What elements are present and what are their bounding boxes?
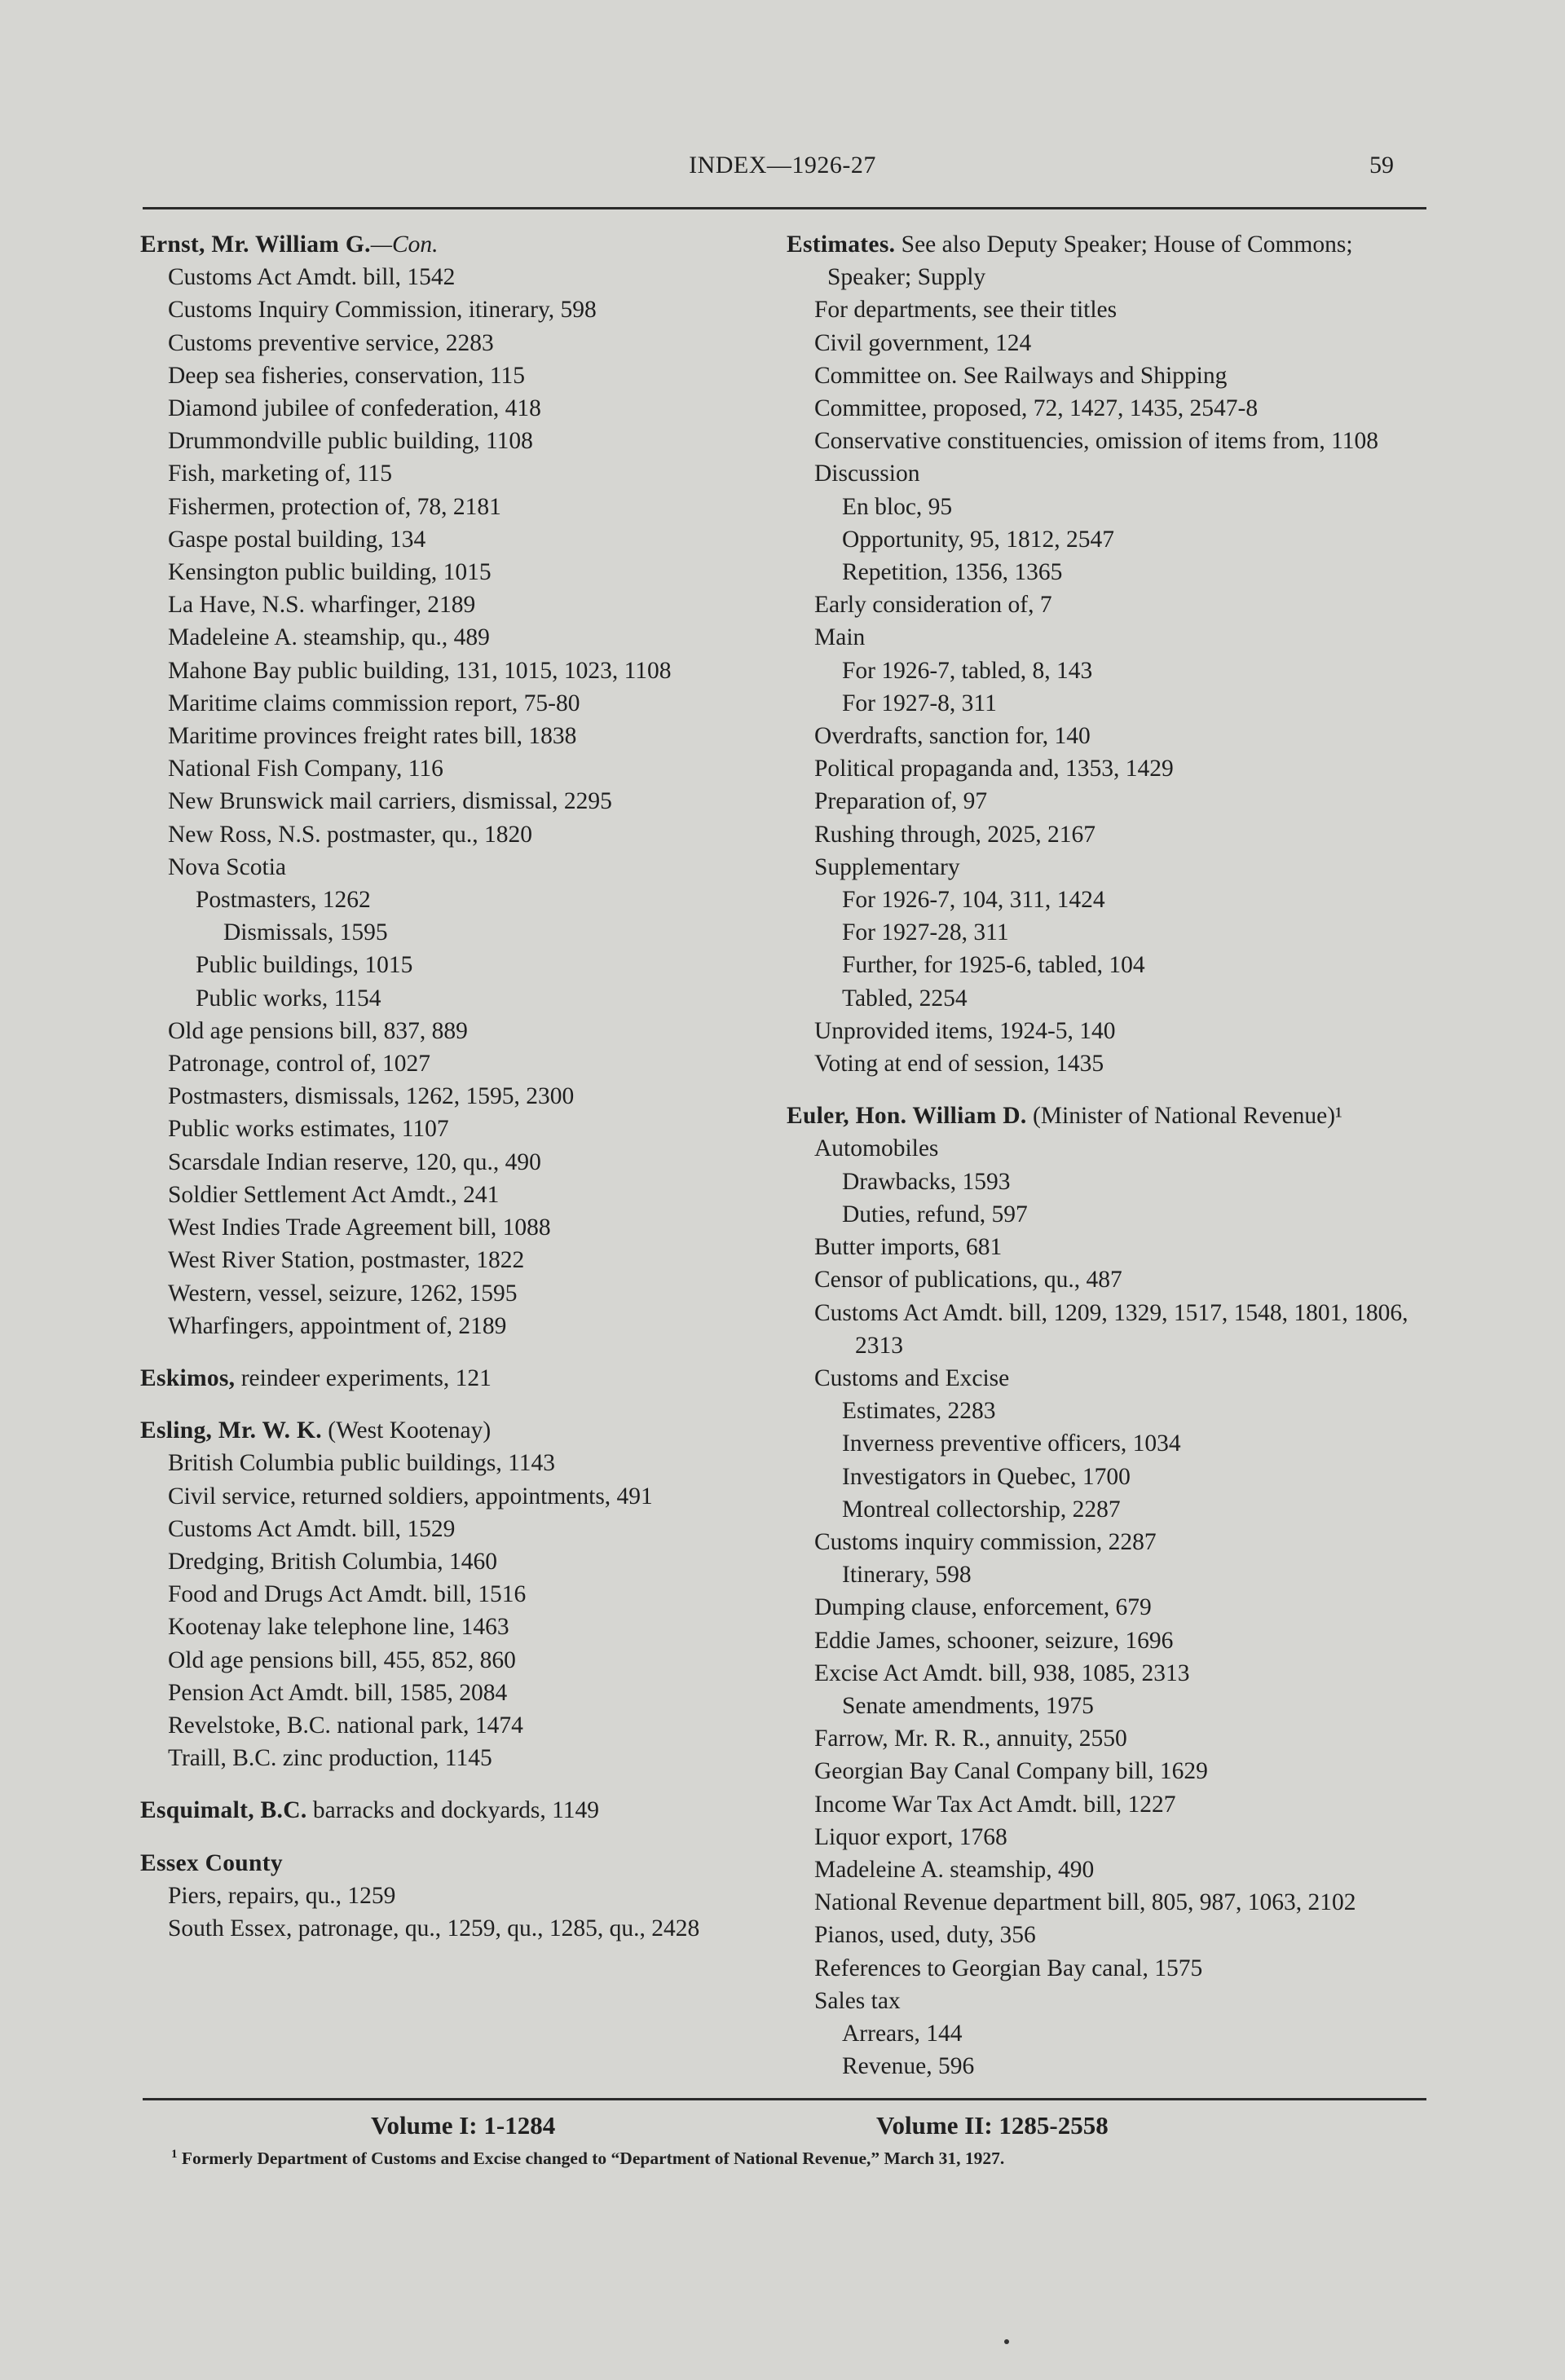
subentry: National Fish Company, 116 <box>168 756 443 782</box>
subentry: Arrears, 144 <box>842 2020 963 2047</box>
entry-heading-name: Esling, Mr. W. K. <box>140 1417 322 1444</box>
subentry: Madeleine A. steamship, 490 <box>814 1856 1095 1883</box>
subentry: Old age pensions bill, 455, 852, 860 <box>168 1646 516 1673</box>
page-title: INDEX—1926-27 <box>689 152 876 178</box>
subentry: West Indies Trade Agreement bill, 1088 <box>168 1214 551 1241</box>
subentry: Pension Act Amdt. bill, 1585, 2084 <box>168 1679 508 1706</box>
subentry: Preparation of, 97 <box>814 788 988 815</box>
subentry: National Revenue department bill, 805, 987, 1063, 2102 <box>814 1889 1356 1916</box>
subentry: Gaspe postal building, 134 <box>168 526 426 553</box>
entry-heading <box>140 1414 784 1447</box>
subentry: Georgian Bay Canal Company bill, 1629 <box>814 1758 1208 1785</box>
index-entry <box>140 1414 784 1774</box>
subentry: Revenue, 596 <box>842 2053 975 2080</box>
subentry: Committee on. See Railways and Shipping <box>814 362 1228 389</box>
subentry: Kootenay lake telephone line, 1463 <box>168 1614 509 1641</box>
subentry: Kensington public building, 1015 <box>168 559 492 586</box>
subentry: Scarsdale Indian reserve, 120, qu., 490 <box>168 1148 541 1175</box>
subentry: Eddie James, schooner, seizure, 1696 <box>814 1627 1174 1654</box>
subentry: Duties, refund, 597 <box>842 1201 1028 1227</box>
entry-heading-detail: —Con. <box>370 231 439 258</box>
subentry: Public works, 1154 <box>196 985 381 1012</box>
index-entry <box>140 228 784 1342</box>
entry-heading-name: Esquimalt, B.C. <box>140 1797 307 1824</box>
header-rule <box>143 207 1426 209</box>
subentry: Deep sea fisheries, conservation, 115 <box>168 362 525 389</box>
running-head <box>0 152 1565 192</box>
subentry: South Essex, patronage, qu., 1259, qu., 1285, qu., 2428 <box>168 1915 700 1941</box>
subentry: Montreal collectorship, 2287 <box>842 1496 1121 1523</box>
subentry: Old age pensions bill, 837, 889 <box>168 1017 468 1044</box>
entry-heading <box>787 1100 1431 1132</box>
footnote-text: Formerly Department of Customs and Excise changed to “Department of National Revenue,” March 31, 1927. <box>181 2149 1005 2169</box>
subentry: Customs Act Amdt. bill, 1542 <box>168 264 456 291</box>
subentry: For 1927-8, 311 <box>842 690 997 716</box>
subentry: Customs inquiry commission, 2287 <box>814 1528 1157 1555</box>
index-entry <box>140 1847 784 1946</box>
subentry: Censor of publications, qu., 487 <box>814 1267 1122 1294</box>
subentry: Fishermen, protection of, 78, 2181 <box>168 493 501 520</box>
subentry: Opportunity, 95, 1812, 2547 <box>842 526 1115 553</box>
subentry: Discussion <box>814 461 920 487</box>
subentry: Customs and Excise <box>814 1364 1010 1391</box>
subentry: Repetition, 1356, 1365 <box>842 559 1063 586</box>
index-entry <box>787 1100 1431 2082</box>
subentry: Soldier Settlement Act Amdt., 241 <box>168 1181 500 1208</box>
subentry: Dumping clause, enforcement, 679 <box>814 1594 1152 1621</box>
index-column-right <box>787 228 1431 2082</box>
subentry: New Ross, N.S. postmaster, qu., 1820 <box>168 821 533 848</box>
volume-one-range: Volume I: 1-1284 <box>371 2111 556 2140</box>
subentry: Dismissals, 1595 <box>223 919 388 946</box>
subentry: References to Georgian Bay canal, 1575 <box>814 1955 1203 1981</box>
subentry: Main <box>814 624 866 651</box>
footer-rule <box>143 2098 1426 2100</box>
entry-heading <box>787 228 1431 293</box>
subentry: Western, vessel, seizure, 1262, 1595 <box>168 1280 518 1307</box>
subentry: Mahone Bay public building, 131, 1015, 1023, 1108 <box>168 657 672 684</box>
entry-heading-detail: barracks and dockyards, 1149 <box>306 1797 600 1824</box>
entry-heading <box>140 1794 784 1827</box>
subentry: Fish, marketing of, 115 <box>168 461 393 487</box>
subentry: Postmasters, 1262 <box>196 887 371 914</box>
entry-heading-name: Euler, Hon. William D. <box>787 1103 1027 1130</box>
entry-heading <box>140 228 784 261</box>
subentry: Farrow, Mr. R. R., annuity, 2550 <box>814 1726 1127 1752</box>
subentry: Tabled, 2254 <box>842 985 968 1012</box>
subentry: Overdrafts, sanction for, 140 <box>814 723 1091 750</box>
subentry: Maritime claims commission report, 75-80 <box>168 690 580 716</box>
subentry: British Columbia public buildings, 1143 <box>168 1450 556 1477</box>
subentry: Excise Act Amdt. bill, 938, 1085, 2313 <box>814 1659 1190 1686</box>
subentry: Itinerary, 598 <box>842 1562 972 1589</box>
index-entry <box>140 1794 784 1827</box>
subentry: New Brunswick mail carriers, dismissal, 2295 <box>168 788 612 815</box>
subentry: Public works estimates, 1107 <box>168 1116 449 1143</box>
subentry: Customs Act Amdt. bill, 1209, 1329, 1517, 1548, 1801, 1806, 2313 <box>814 1299 1408 1359</box>
subentry: West River Station, postmaster, 1822 <box>168 1247 525 1274</box>
subentry: Automobiles <box>814 1135 939 1162</box>
footnote <box>171 2140 1394 2172</box>
subentry: Butter imports, 681 <box>814 1234 1003 1261</box>
subentry: Public buildings, 1015 <box>196 952 413 979</box>
subentry: Liquor export, 1768 <box>814 1823 1007 1850</box>
subentry: Senate amendments, 1975 <box>842 1692 1094 1719</box>
subentry: Pianos, used, duty, 356 <box>814 1922 1036 1949</box>
subentry: For 1926-7, tabled, 8, 143 <box>842 657 1093 684</box>
subentry: Civil government, 124 <box>814 329 1032 356</box>
index-column-left <box>140 228 784 1945</box>
entry-heading-detail: (West Kootenay) <box>321 1417 492 1444</box>
subentry: Traill, B.C. zinc production, 1145 <box>168 1745 492 1772</box>
footnote-marker: 1 <box>171 2148 178 2161</box>
subentry: Piers, repairs, qu., 1259 <box>168 1882 396 1909</box>
subentry: Postmasters, dismissals, 1262, 1595, 2300 <box>168 1083 575 1110</box>
subentry: Diamond jubilee of confederation, 418 <box>168 395 541 422</box>
subentry: Committee, proposed, 72, 1427, 1435, 2547-8 <box>814 395 1259 422</box>
subentry: Rushing through, 2025, 2167 <box>814 821 1096 848</box>
entry-heading <box>140 1362 784 1395</box>
subentry: Inverness preventive officers, 1034 <box>842 1430 1181 1457</box>
subentry: For departments, see their titles <box>814 297 1118 324</box>
entry-heading-name: Eskimos, <box>140 1364 236 1391</box>
subentry: Early consideration of, 7 <box>814 592 1052 619</box>
entry-heading-name: Ernst, Mr. William G. <box>140 231 371 258</box>
subentry: Drawbacks, 1593 <box>842 1168 1011 1195</box>
subentry: Food and Drugs Act Amdt. bill, 1516 <box>168 1581 527 1608</box>
subentry: Madeleine A. steamship, qu., 489 <box>168 624 490 651</box>
subentry: Supplementary <box>814 853 960 880</box>
subentry: Political propaganda and, 1353, 1429 <box>814 756 1174 782</box>
subentry: Patronage, control of, 1027 <box>168 1051 430 1078</box>
subentry: Income War Tax Act Amdt. bill, 1227 <box>814 1791 1176 1818</box>
subentry: Wharfingers, appointment of, 2189 <box>168 1312 507 1339</box>
subentry: Voting at end of session, 1435 <box>814 1051 1104 1078</box>
subentry: Sales tax <box>814 1987 901 2014</box>
subentry: Civil service, returned soldiers, appointments, 491 <box>168 1483 653 1510</box>
subentry: Nova Scotia <box>168 853 287 880</box>
subentry: Estimates, 2283 <box>842 1398 996 1425</box>
index-entry <box>787 228 1431 1080</box>
subentry: Conservative constituencies, omission of items from, 1108 <box>814 428 1379 455</box>
subentry: En bloc, 95 <box>842 493 953 520</box>
subentry: Investigators in Quebec, 1700 <box>842 1463 1131 1490</box>
subentry: Customs Act Amdt. bill, 1529 <box>168 1515 456 1542</box>
subentry: For 1926-7, 104, 311, 1424 <box>842 887 1105 914</box>
print-speck <box>1004 2339 1009 2344</box>
subentry: For 1927-28, 311 <box>842 919 1009 946</box>
subentry: Maritime provinces freight rates bill, 1838 <box>168 723 577 750</box>
volume-two-range: Volume II: 1285-2558 <box>876 2111 1109 2140</box>
subentry: Customs preventive service, 2283 <box>168 329 494 356</box>
entry-heading-detail: reindeer experiments, 121 <box>235 1364 492 1391</box>
entry-heading-name: Estimates. <box>787 231 896 258</box>
subentry: Drummondville public building, 1108 <box>168 428 533 455</box>
subentry: Customs Inquiry Commission, itinerary, 598 <box>168 297 597 324</box>
page-number: 59 <box>1369 152 1394 178</box>
entry-heading-detail: (Minister of National Revenue)¹ <box>1026 1103 1342 1130</box>
entry-heading-name: Essex County <box>140 1849 283 1876</box>
entry-heading-detail: See also Deputy Speaker; House of Commons; Speaker; Supply <box>827 231 1353 291</box>
subentry: Dredging, British Columbia, 1460 <box>168 1548 497 1575</box>
subentry: La Have, N.S. wharfinger, 2189 <box>168 592 476 619</box>
subentry: Revelstoke, B.C. national park, 1474 <box>168 1712 523 1739</box>
subentry: Further, for 1925-6, tabled, 104 <box>842 952 1145 979</box>
subentry: Unprovided items, 1924-5, 140 <box>814 1017 1116 1044</box>
index-entry <box>140 1362 784 1395</box>
entry-heading <box>140 1847 784 1880</box>
